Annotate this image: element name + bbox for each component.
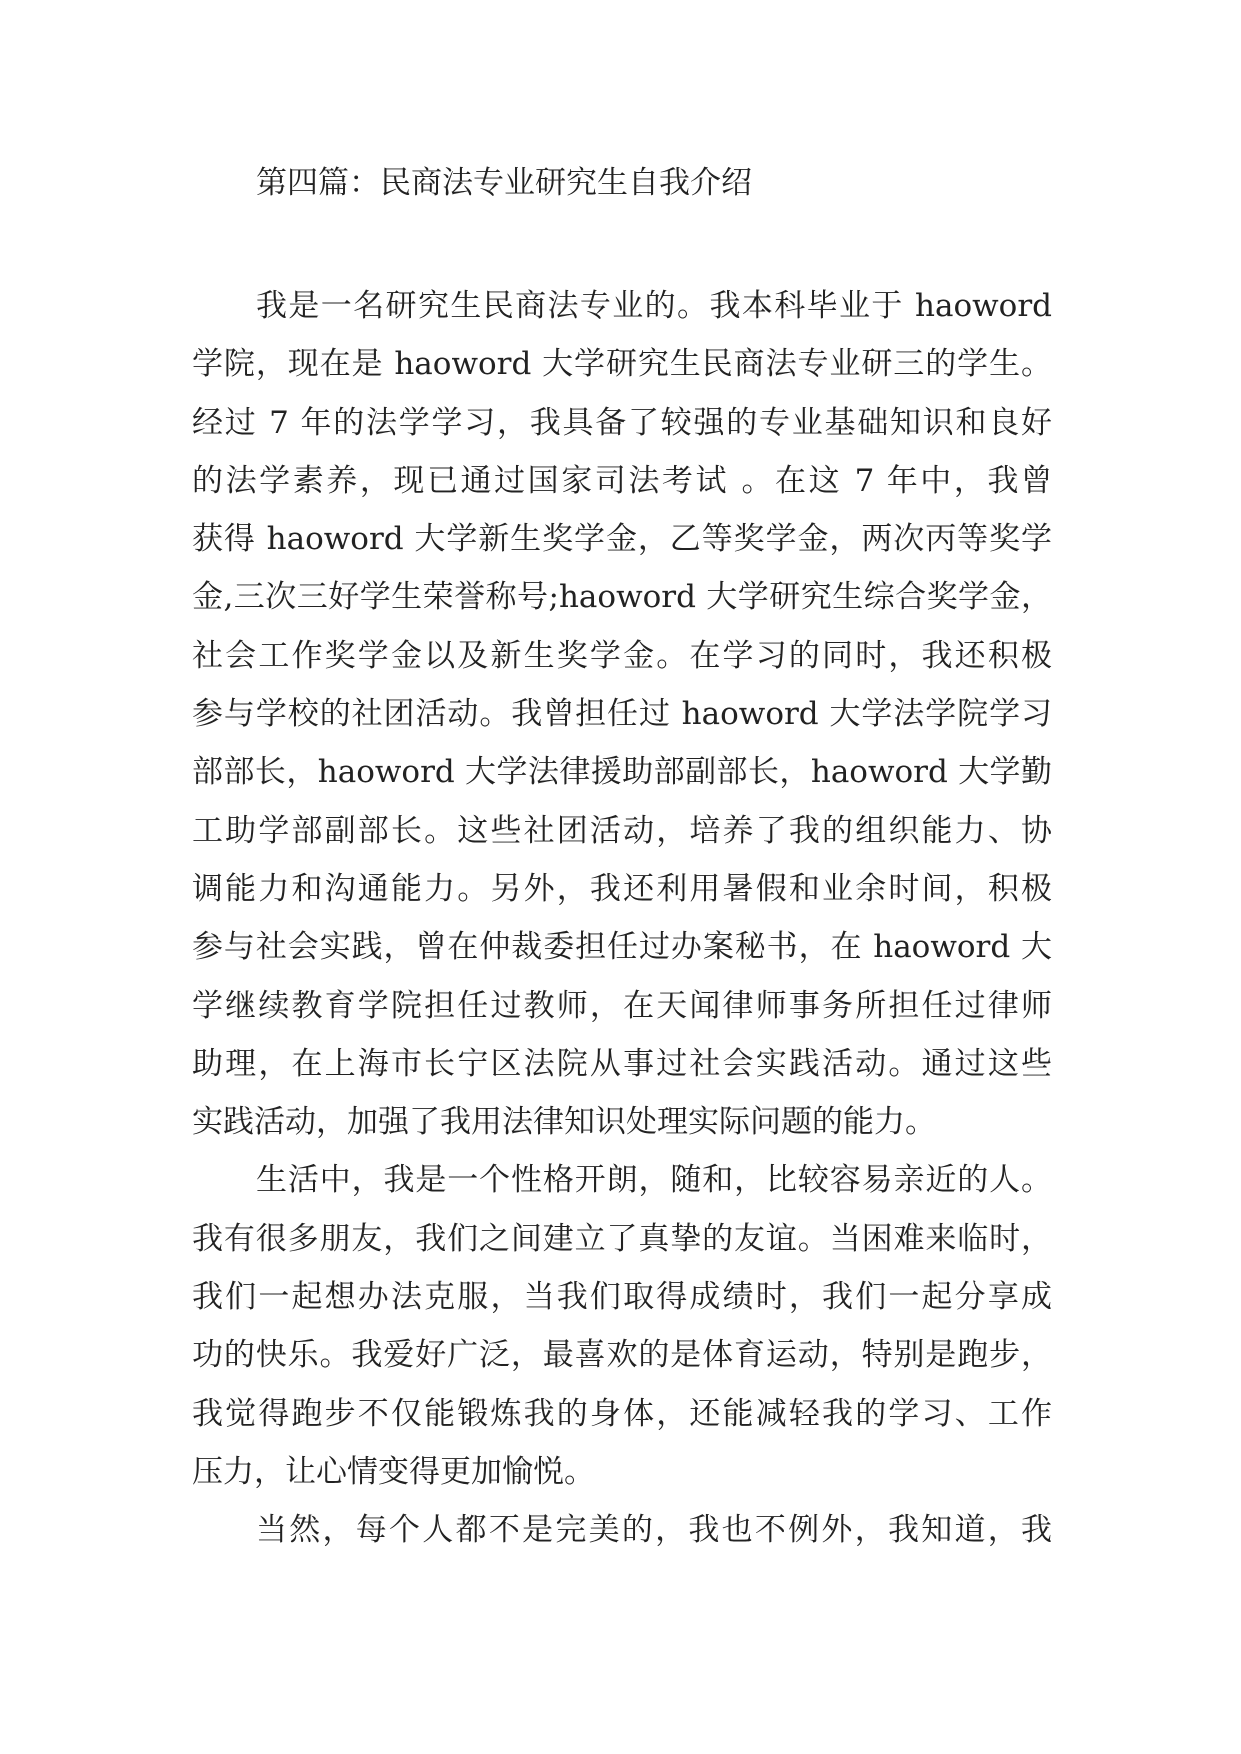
text-line: 工助学部副部长。这些社团活动，培养了我的组织能力、协 — [192, 812, 1052, 849]
document-body — [192, 277, 1052, 1560]
text-line: 当然，每个人都不是完美的，我也不例外，我知道，我 — [256, 1512, 1052, 1549]
text-line: 经过 7 年的法学学习，我具备了较强的专业基础知识和良好 — [192, 404, 1052, 441]
text-line: 获得 haoword 大学新生奖学金，乙等奖学金，两次丙等奖学 — [192, 521, 1052, 558]
text-line: 实践活动，加强了我用法律知识处理实际问题的能力。 — [192, 1104, 936, 1141]
text-line: 压力，让心情变得更加愉悦。 — [192, 1453, 595, 1490]
text-line: 生活中，我是一个性格开朗，随和，比较容易亲近的人。 — [256, 1162, 1052, 1199]
text-line: 参与学校的社团活动。我曾担任过 haoword 大学法学院学习 — [192, 696, 1052, 733]
text-line: 社会工作奖学金以及新生奖学金。在学习的同时，我还积极 — [192, 637, 1052, 674]
text-line: 学继续教育学院担任过教师，在天闻律师事务所担任过律师 — [192, 987, 1052, 1024]
text-line: 功的快乐。我爱好广泛，最喜欢的是体育运动，特别是跑步， — [192, 1337, 1052, 1374]
text-line: 学院，现在是 haoword 大学研究生民商法专业研三的学生。 — [192, 346, 1052, 383]
text-line: 参与社会实践，曾在仲裁委担任过办案秘书，在 haoword 大 — [192, 929, 1052, 966]
text-line: 我有很多朋友，我们之间建立了真挚的友谊。当困难来临时， — [192, 1220, 1052, 1257]
text-line: 我觉得跑步不仅能锻炼我的身体，还能减轻我的学习、工作 — [192, 1395, 1052, 1432]
text-line: 我是一名研究生民商法专业的。我本科毕业于 haoword — [256, 288, 1052, 324]
text-line: 助理，在上海市长宁区法院从事过社会实践活动。通过这些 — [192, 1045, 1052, 1082]
text-line: 我们一起想办法克服，当我们取得成绩时，我们一起分享成 — [192, 1279, 1052, 1316]
document-title: 第四篇：民商法专业研究生自我介绍 — [256, 165, 752, 201]
text-line: 的法学素养，现已通过国家司法考试 。在这 7 年中，我曾 — [192, 462, 1052, 499]
text-line: 部部长，haoword 大学法律援助部副部长，haoword 大学勤 — [192, 754, 1052, 791]
text-line: 金,三次三好学生荣誉称号;haoword 大学研究生综合奖学金， — [192, 579, 1052, 616]
text-line: 调能力和沟通能力。另外，我还利用暑假和业余时间，积极 — [192, 870, 1052, 907]
